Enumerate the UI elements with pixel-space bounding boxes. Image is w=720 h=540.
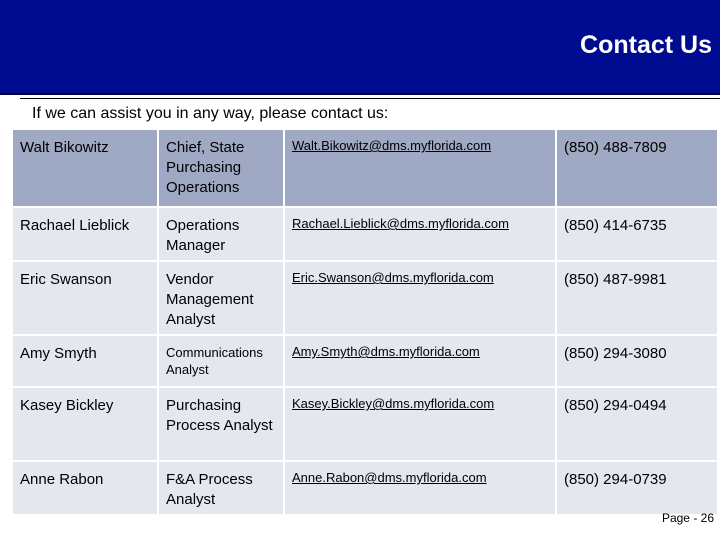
contact-phone: (850) 488-7809 xyxy=(556,129,718,207)
contact-phone: (850) 294-0494 xyxy=(556,387,718,461)
intro-text: If we can assist you in any way, please contact us: xyxy=(32,105,389,122)
contact-title: Chief, State Purchasing Operations xyxy=(158,129,284,207)
contact-email-link[interactable]: Rachael.Lieblick@dms.myflorida.com xyxy=(284,207,556,261)
contact-name: Anne Rabon xyxy=(12,461,158,515)
table-row xyxy=(12,129,718,207)
contact-email-link[interactable]: Eric.Swanson@dms.myflorida.com xyxy=(284,261,556,335)
table-row xyxy=(12,461,718,515)
contact-email-link[interactable]: Walt.Bikowitz@dms.myflorida.com xyxy=(284,129,556,207)
contact-title: Operations Manager xyxy=(158,207,284,261)
title-bar xyxy=(0,0,720,95)
contact-email-link[interactable]: Amy.Smyth@dms.myflorida.com xyxy=(284,335,556,387)
contact-title: Vendor Management Analyst xyxy=(158,261,284,335)
contacts-table xyxy=(11,128,719,516)
contact-phone: (850) 414-6735 xyxy=(556,207,718,261)
contact-name: Walt Bikowitz xyxy=(12,129,158,207)
table-row xyxy=(12,387,718,461)
intro-section xyxy=(20,98,720,128)
contact-name: Eric Swanson xyxy=(12,261,158,335)
table-row xyxy=(12,261,718,335)
page-title: Contact Us xyxy=(580,31,712,59)
contact-phone: (850) 294-0739 xyxy=(556,461,718,515)
contact-name: Amy Smyth xyxy=(12,335,158,387)
table-row xyxy=(12,207,718,261)
contact-title: Purchasing Process Analyst xyxy=(158,387,284,461)
contact-phone: (850) 487-9981 xyxy=(556,261,718,335)
contact-title: Communications Analyst xyxy=(158,335,284,387)
table-row xyxy=(12,335,718,387)
contact-email-link[interactable]: Kasey.Bickley@dms.myflorida.com xyxy=(284,387,556,461)
contact-phone: (850) 294-3080 xyxy=(556,335,718,387)
contact-email-link[interactable]: Anne.Rabon@dms.myflorida.com xyxy=(284,461,556,515)
contact-title: F&A Process Analyst xyxy=(158,461,284,515)
page-number: Page - 26 xyxy=(661,511,714,525)
contact-name: Rachael Lieblick xyxy=(12,207,158,261)
contact-name: Kasey Bickley xyxy=(12,387,158,461)
